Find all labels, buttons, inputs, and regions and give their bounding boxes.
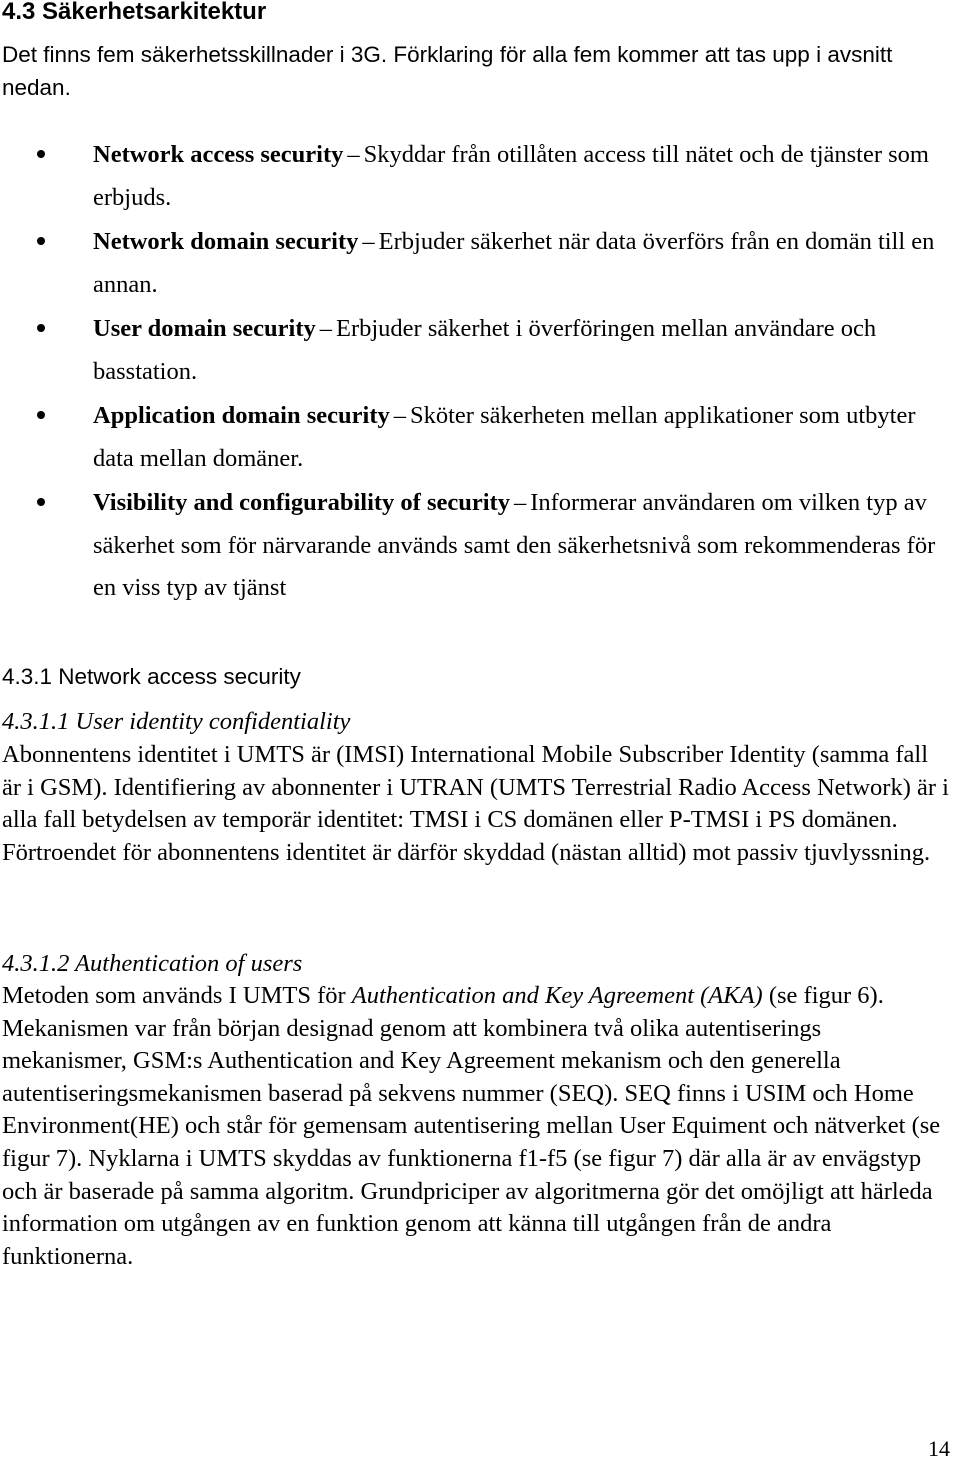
paragraph-identity: Abonnentens identitet i UMTS är (IMSI) International Mobile Subscriber Identity (samma fall är i GSM). Identifiering av abonnenter i UTRAN (UMTS Terrestrial Radio Access Network) är i alla fall betydelsen av temporär identitet: TMSI i CS domänen eller P-TMSI i PS domänen. Förtroendet för abonnentens identitet är därför skyddad (nästan alltid) mot passiv tjuvlyssning. xyxy=(2,741,949,866)
page-number: 14 xyxy=(928,1436,950,1461)
bullet-icon xyxy=(37,150,45,158)
section-heading: 4.3 Säkerhetsarkitektur xyxy=(2,0,267,25)
aka-emphasis: Authentication and Key Agreement (AKA) xyxy=(351,982,763,1009)
section-intro: Det finns fem säkerhetsskillnader i 3G. Förklaring för alla fem kommer att tas upp i avsnitt nedan. xyxy=(2,42,893,100)
bullet-description: Skyddar från otillåten access till nätet och de tjänster som erbjuds. xyxy=(93,141,929,211)
bullet-icon xyxy=(37,411,45,419)
bullet-dash: – xyxy=(513,489,527,516)
bullet-description: Informerar användaren om vilken typ av säkerhet som för närvarande används samt den säkerhetsnivå som rekommenderas för en viss typ av tjänst xyxy=(93,489,936,601)
bullet-text xyxy=(93,221,953,306)
bullet-dash: – xyxy=(393,402,406,429)
subsubsection-heading-identity: 4.3.1.1 User identity confidentiality xyxy=(2,708,351,735)
bullet-text xyxy=(93,395,953,480)
bullet-term: Network access security xyxy=(93,141,344,168)
bullet-term: Application domain security xyxy=(93,402,390,429)
paragraph-text-rest: (se figur 6). Mekanismen var från början designad genom att kombinera två olika autentiserings mekanismer, GSM:s Authentication and Key Agreement mekanism och den generella autentiseringsmekanismen baserad på sekvens nummer (SEQ). SEQ finns i USIM och Home Environment(HE) och står för gemensam autentisering mellan User Equiment och nätverket (se figur 7). Nyklarna i UMTS skyddas av funktionerna f1-f5 (se figur 7) där alla är av envägstyp och är baserade på samma algoritm. Grundpriciper av algoritmerna gör det omöjligt att härleda information om utgången av en funktion genom att känna till utgången från de andra funktionerna. xyxy=(2,982,941,1270)
bullet-text xyxy=(93,482,953,610)
subsubsection-heading-authentication: 4.3.1.2 Authentication of users xyxy=(2,950,303,977)
paragraph-authentication xyxy=(2,980,952,1273)
bullet-description: Erbjuder säkerhet när data överförs från en domän till en annan. xyxy=(93,228,935,298)
bullet-description: Sköter säkerheten mellan applikationer som utbyter data mellan domäner. xyxy=(93,402,916,472)
bullet-term: Network domain security xyxy=(93,228,359,255)
bullet-dash: – xyxy=(347,141,360,168)
paragraph-text: Metoden som används I UMTS för xyxy=(2,982,352,1009)
bullet-term: Visibility and configurability of security xyxy=(93,489,510,516)
bullet-icon xyxy=(37,237,45,245)
bullet-text xyxy=(93,308,953,393)
bullet-term: User domain security xyxy=(93,315,316,342)
bullet-dash: – xyxy=(319,315,332,342)
bullet-text xyxy=(93,134,953,219)
bullet-description: Erbjuder säkerhet i överföringen mellan användare och basstation. xyxy=(93,315,877,385)
bullet-dash: – xyxy=(362,228,375,255)
subsection-heading: 4.3.1 Network access security xyxy=(2,664,301,689)
bullet-icon xyxy=(37,324,45,332)
bullet-icon xyxy=(37,498,45,506)
